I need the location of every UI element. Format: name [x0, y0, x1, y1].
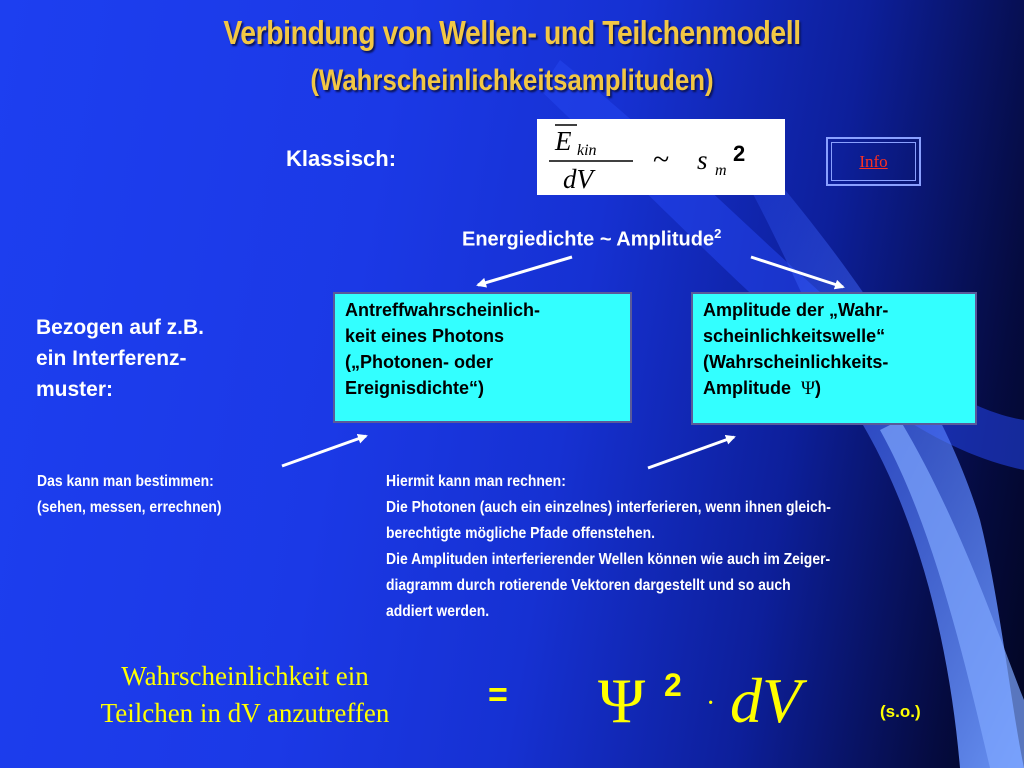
compute-note-line: Hiermit kann man rechnen:: [386, 473, 566, 490]
amplitude-box-line: scheinlichkeitswelle“: [703, 326, 886, 346]
compute-note-line: addiert werden.: [386, 603, 490, 620]
multiplication-dot: ·: [706, 688, 716, 719]
energy-heading-text: Energiedichte ~ Amplitude: [462, 228, 715, 251]
formula-rhs-exponent: 2: [733, 141, 746, 166]
compute-note-line: diagramm durch rotierende Vektoren dargestellt und so auch: [386, 577, 791, 594]
psi-exponent: 2: [664, 667, 682, 703]
probability-box-line: („Photonen- oder: [345, 352, 493, 372]
amplitude-word: Amplitude: [703, 378, 791, 398]
closing-paren: ): [815, 378, 822, 398]
formula-proportional: ~: [653, 143, 670, 176]
slide-title: Verbindung von Wellen- und Teilchenmodell: [223, 14, 801, 51]
probability-box-line: Antreffwahrscheinlich-: [345, 300, 541, 320]
classical-label: Klassisch:: [286, 146, 397, 171]
probability-box-line: Ereignisdichte“): [345, 378, 485, 398]
formula-denominator: dV: [563, 164, 593, 194]
dv-term: dV: [730, 665, 802, 736]
energy-heading-exponent: 2: [714, 226, 722, 241]
probability-statement-line: Teilchen in dV anzutreffen: [100, 698, 390, 728]
reference-label-line: Bezogen auf z.B.: [36, 316, 205, 339]
psi-large: Ψ: [598, 665, 646, 736]
formula-rhs-subscript: m: [715, 162, 727, 179]
formula-rhs: s: [697, 145, 708, 175]
measure-note-line: Das kann man bestimmen:: [37, 473, 214, 490]
amplitude-box-line: (Wahrscheinlichkeits-: [703, 352, 889, 372]
amplitude-box-line: Amplitude der „Wahr-: [703, 300, 889, 320]
compute-note-line: Die Photonen (auch ein einzelnes) interferieren, wenn ihnen gleich-: [386, 499, 831, 516]
probability-statement-line: Wahrscheinlichkeit ein: [121, 661, 369, 691]
equals-sign: =: [488, 676, 508, 714]
measure-note-line: (sehen, messen, errechnen): [37, 499, 222, 516]
reference-label-line: muster:: [36, 378, 114, 401]
compute-note-line: Die Amplituden interferierender Wellen können wie auch im Zeiger-: [386, 551, 831, 568]
compute-note-line: berechtigte mögliche Pfade offenstehen.: [386, 525, 655, 542]
probability-box-line: keit eines Photons: [345, 326, 505, 346]
info-link-label[interactable]: Info: [859, 151, 888, 171]
slide-subtitle: (Wahrscheinlichkeitsamplituden): [310, 64, 714, 97]
reference-label-line: ein Interferenz-: [36, 347, 187, 370]
formula-numerator: E: [555, 126, 572, 156]
psi-symbol: Ψ: [801, 378, 816, 399]
see-above-note: (s.o.): [880, 702, 921, 721]
formula-numerator-subscript: kin: [577, 142, 597, 159]
